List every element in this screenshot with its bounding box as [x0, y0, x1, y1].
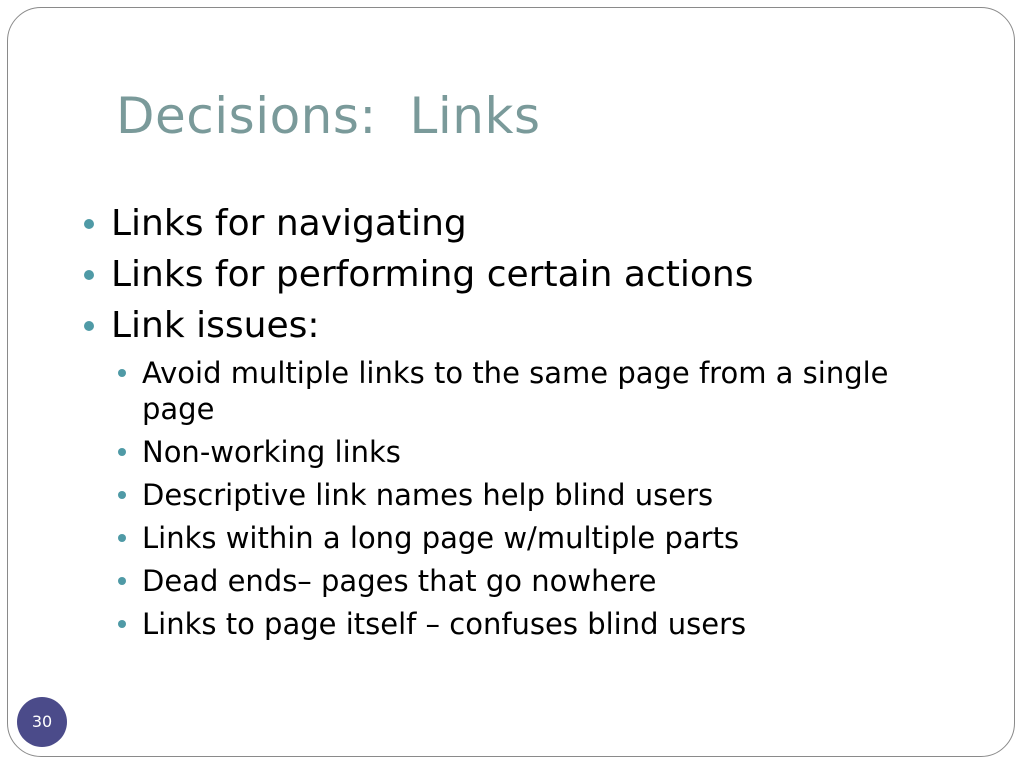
sub-list-item	[8, 520, 932, 556]
slide	[7, 7, 1015, 757]
bullet-list	[8, 202, 1008, 649]
list-item	[8, 202, 1008, 246]
bullet-dot-icon	[118, 491, 126, 499]
bullet-dot-icon	[118, 620, 126, 628]
list-item	[8, 304, 1008, 348]
sub-list-item	[8, 606, 932, 642]
sub-bullet-text: Avoid multiple links to the same page from a single page	[142, 356, 889, 426]
sub-list-item	[8, 355, 932, 427]
sub-bullet-text: Descriptive link names help blind users	[142, 478, 714, 512]
bullet-dot-icon	[118, 369, 126, 377]
bullet-dot-icon	[118, 448, 126, 456]
bullet-dot-icon	[84, 219, 94, 229]
sub-bullet-text: Non-working links	[142, 435, 401, 469]
sub-list-item	[8, 434, 932, 470]
sub-bullet-text: Links to page itself – confuses blind users	[142, 607, 747, 641]
bullet-dot-icon	[118, 534, 126, 542]
sub-bullet-text: Links within a long page w/multiple parts	[142, 521, 740, 555]
bullet-text: Links for navigating	[111, 203, 467, 244]
sub-list-item	[8, 477, 932, 513]
bullet-text: Links for performing certain actions	[111, 254, 754, 295]
bullet-dot-icon	[84, 321, 94, 331]
list-item	[8, 253, 1008, 297]
slide-number-badge: 30	[17, 697, 67, 747]
bullet-dot-icon	[118, 577, 126, 585]
slide-title: Decisions: Links	[116, 87, 541, 145]
bullet-text: Link issues:	[111, 305, 320, 346]
sub-list-item	[8, 563, 932, 599]
sub-bullet-text: Dead ends– pages that go nowhere	[142, 564, 657, 598]
bullet-dot-icon	[84, 270, 94, 280]
